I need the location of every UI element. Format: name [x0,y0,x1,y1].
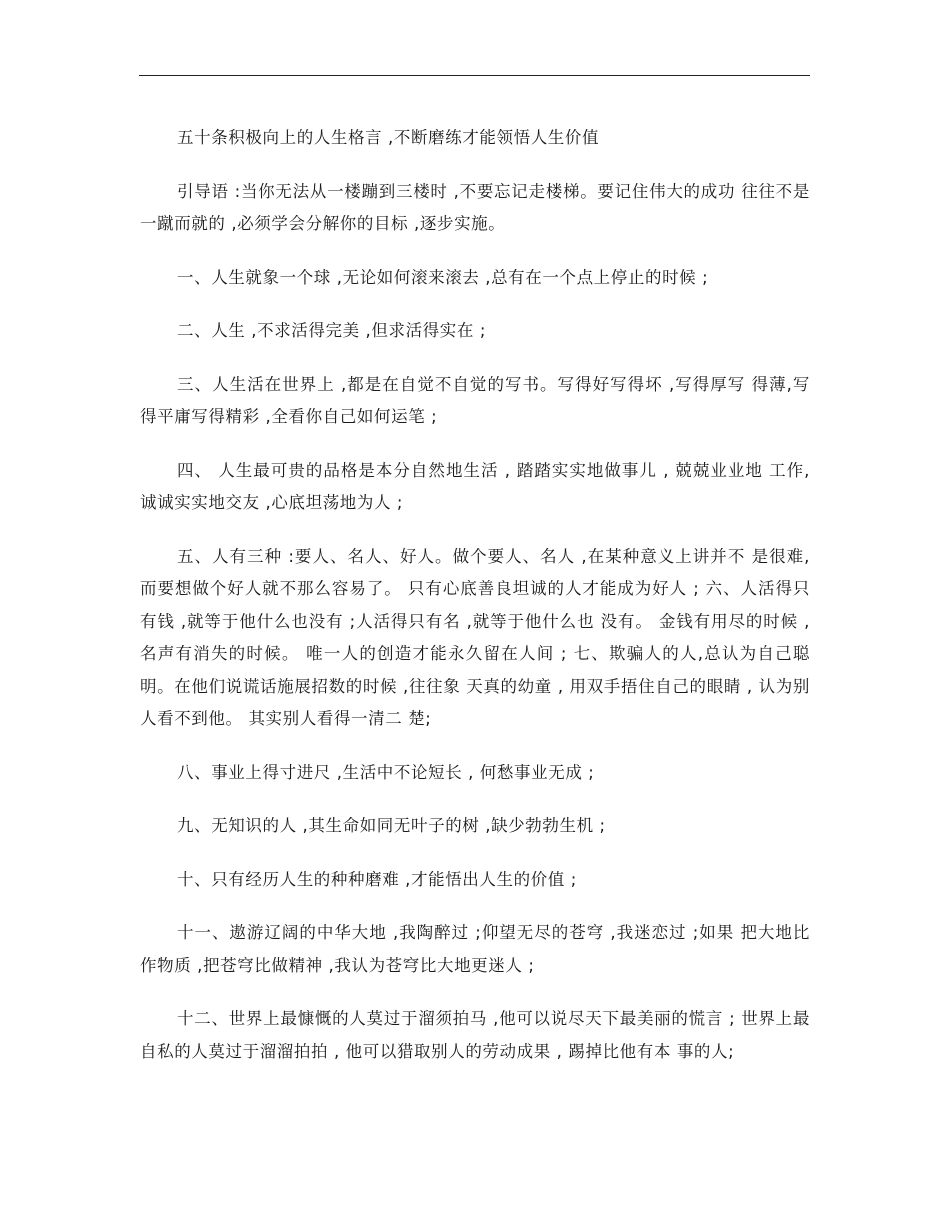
paragraph-9: 九、无知识的人 ,其生命如同无叶子的树 ,缺少勃勃生机 ; [177,816,606,835]
paragraph-8: 八、事业上得寸进尺 ,生活中不论短长 , 何愁事业无成 ; [177,762,595,782]
document-body [140,122,810,1089]
paragraph-2: 二、人生 ,不求活得完美 ,但求活得实在 ; [177,321,486,340]
paragraph-intro: 引导语 :当你无法从一楼蹦到三楼时 ,不要忘记走楼梯。要记住伟大的成功 往往不是一蹴而就的 ,必须学会分解你的目标 ,逐步实施。 [140,181,810,233]
paragraph-5-7: 五、人有三种 :要人、名人、好人。做个要人、名人 ,在某种意义上讲并不 是很难, 而要想做个好人就不那么容易了。 只有心底善良坦诚的人才能成为好人 ; 六、人活得只有钱 ,就等于他什么也没有 ;人活得只有名 ,就等于他什么也 没有。 金钱有用尽的时候 , 名声有消失的时候。 唯一人的创造才能永久留在人间 ; 七、欺骗人的人,总认为自己聪明。在他们说谎话施展招数的时候 ,往往象 天真的幼童 , 用双手捂住自己的眼睛 , 认为别人看不到他。 其实别人看得一清二 楚; [140,546,810,728]
paragraph-10: 十、只有经历人生的种种磨难 ,才能悟出人生的价值 ; [177,869,577,889]
paragraph-12: 十二、世界上最慷慨的人莫过于溜须拍马 ,他可以说尽天下最美丽的慌言 ; 世界上最自私的人莫过于溜溜拍拍 , 他可以猎取别人的劳动成果 , 踢掉比他有本 事的人; [140,1009,810,1061]
paragraph-4: 四、 人生最可贵的品格是本分自然地生活 , 踏踏实实地做事儿 , 兢兢业业地 工作,诚诚实实地交友 ,心底坦荡地为人 ; [140,460,810,512]
paragraph-1: 一、人生就象一个球 ,无论如何滚来滚去 ,总有在一个点上停止的时候 ; [177,267,709,287]
header-rule [139,75,810,76]
paragraph-3: 三、人生活在世界上 ,都是在自觉不自觉的写书。写得好写得坏 ,写得厚写 得薄,写得平庸写得精彩 ,全看你自己如何运笔 ; [140,374,811,426]
document-title: 五十条积极向上的人生格言 ,不断磨练才能领悟人生价值 [177,128,600,147]
paragraph-11: 十一、遨游辽阔的中华大地 ,我陶醉过 ;仰望无尽的苍穹 ,我迷恋过 ;如果 把大地比作物质 ,把苍穹比做精神 ,我认为苍穹比大地更迷人 ; [140,923,810,975]
